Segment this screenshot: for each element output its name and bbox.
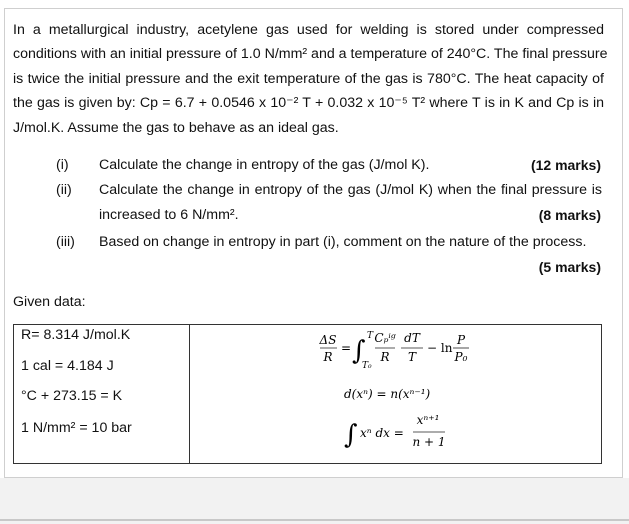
constant-item: °C + 273.15 = K — [21, 388, 123, 404]
formulas-cell — [190, 325, 602, 464]
cp-denominator: R — [380, 350, 390, 364]
p-denominator: P₀ — [454, 350, 468, 364]
constant-item: R= 8.314 J/mol.K — [21, 327, 131, 343]
integral-sign: ∫ — [344, 420, 358, 450]
part-text: increased to 6 N/mm². — [99, 207, 239, 223]
marks-label: (8 marks) — [538, 207, 601, 223]
constant-item: 1 cal = 4.184 J — [21, 358, 114, 374]
integral-sign: ∫ — [352, 336, 366, 366]
integral-formula — [344, 413, 446, 450]
dt-denominator: T — [407, 350, 417, 364]
part-number: (i) — [56, 157, 69, 173]
question-intro — [13, 18, 608, 140]
part-number: (iii) — [56, 234, 75, 250]
entropy-formula — [319, 331, 469, 371]
part-number: (ii) — [56, 182, 72, 198]
bottom-divider — [0, 519, 629, 521]
cp-numerator: Cₚⁱᵍ — [374, 331, 396, 345]
constants-cell — [14, 325, 190, 464]
p-numerator: P — [456, 333, 466, 347]
intro-line: the gas is given by: Cp = 6.7 + 0.0546 x 10⁻² T + 0.032 x 10⁻⁵ T² where T is in K and Cp is in — [13, 95, 604, 112]
given-data-heading: Given data: — [13, 294, 86, 310]
marks-label: (5 marks) — [538, 259, 601, 275]
constant-item: 1 N/mm² = 10 bar — [21, 420, 132, 436]
derivative-text: d(xⁿ) = n(xⁿ⁻¹) — [344, 387, 431, 401]
derivative-formula — [344, 387, 431, 401]
bottom-band — [0, 478, 629, 524]
intro-line: is twice the initial pressure and the exit temperature of the gas is 780°C. The heat capacity of — [13, 70, 604, 87]
integral-lhs: xⁿ dx = — [360, 426, 404, 440]
lhs-numerator: ΔS — [319, 333, 337, 347]
lhs-denominator: R — [323, 350, 333, 364]
part-text: Based on change in entropy in part (i), comment on the nature of the process. — [99, 234, 587, 250]
formulas-svg — [190, 325, 602, 463]
integral-numerator: xⁿ⁺¹ — [416, 413, 440, 427]
part-text: Calculate the change in entropy of the gas (J/mol K). — [99, 157, 430, 173]
intro-line: In a metallurgical industry, acetylene gas used for welding is stored under compressed — [13, 22, 604, 38]
integral-denominator: n + 1 — [412, 435, 446, 449]
part-text: Calculate the change in entropy of the gas (J/mol K) when the final pressure is — [99, 182, 602, 198]
intro-line: J/mol.K. Assume the gas to behave as an ideal gas. — [13, 119, 339, 136]
integral-lower-limit: T₀ — [362, 361, 372, 371]
minus-ln: − ln — [427, 341, 453, 355]
marks-label: (12 marks) — [530, 157, 601, 173]
given-data-table — [13, 324, 602, 464]
integral-upper-limit: T — [367, 331, 374, 341]
dt-numerator: dT — [404, 331, 420, 345]
intro-line: conditions with an initial pressure of 1.0 N/mm² and a temperature of 240°C. The final pressure — [13, 46, 608, 63]
equals-sign: = — [341, 341, 352, 355]
